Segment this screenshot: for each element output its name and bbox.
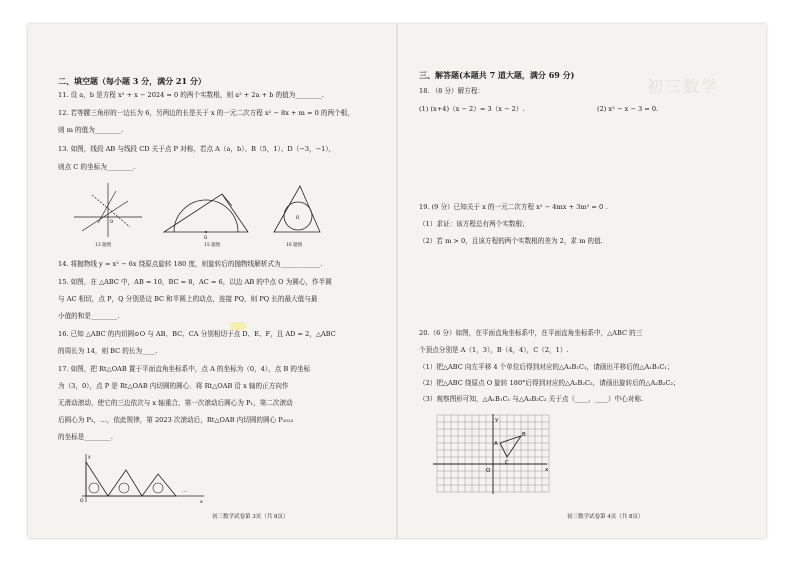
question-17-line-4: 后圆心为 P₂，…，依此规律，第 2023 次滚动后，Rt△OAB 内切圆的圆心 P₂₀₂₃ [58,416,294,424]
question-18-part-2: (2) x² − x − 3 = 0. [597,105,659,113]
question-19-line-1: 19. (9 分）已知关于 x 的一元二次方程 x² − 4mx + 3m² = 0 . [419,203,608,211]
y-axis-label: y [495,417,499,423]
page-4-footer: 初三数学试卷第 4页（共 8页） [567,514,644,520]
figure-17 [72,450,212,506]
question-16-line-2: 的周长为 14，则 BC 的长为____. [58,347,158,355]
question-17-line-5: 的坐标是________. [58,433,113,441]
bleed-through-text: 初三数学 [647,77,720,96]
svg-text:O: O [110,219,114,224]
question-20-line-3: （1）把△ABC 向左平移 4 个单位后得到对应的△A₁B₁C₁，请画出平移后的△A₁B₁C₁； [419,363,674,371]
fill-in-section-title: 二、填空题（每小题 3 分，满分 21 分） [58,76,206,86]
figure-16-caption: 16 题图 [286,243,303,248]
svg-text:O: O [204,235,208,240]
question-12-line-1: 12. 若等腰三角形的一边长为 6，另两边的长是关于 x 的一元二次方程 x² − 8x + m = 0 的两个根， [58,109,354,117]
point-c-label: C [505,460,509,466]
question-16-line-1: 16. 已知 △ABC 的内切圆⊙O 与 AB、BC、CA 分别相切于点 D、E、F，且 AD = 2，△ABC [58,330,336,338]
question-20-line-5: （3）观察图形可知，△A₁B₁C₁ 与△A₂B₂C₂ 关于点（____，____）中心对称. [419,395,644,403]
question-20-line-4: （2）把△ABC 绕原点 O 旋转 180°后得到对应的△A₂B₂C₂，请画出旋转后的△A₂B₂C₂； [419,379,680,387]
question-18-title: 18. （8 分）解方程： [419,87,485,95]
question-20-line-2: 个顶点分别是 A（1，3），B（4，4），C（2，1）. [419,346,569,354]
question-19-line-2: （1）求证：该方程总有两个实数根； [419,220,529,228]
question-15-line-2: 与 AC 相切，点 P，Q 分别是边 BC 和半圆上的动点，连接 PQ，则 PQ 长的最大值与最 [58,295,318,303]
question-20-line-1: 20.（6 分）如图，在平面直角坐标系中，在平面直角坐标系中，△ABC 的三 [419,329,643,337]
question-17-line-2: 为（3，0），点 P 是 Rt△OAB 内切圆的圆心．将 Rt△OAB 沿 x 轴的正方向作 [58,382,289,390]
page-3 [28,24,397,538]
point-b-label: B [522,432,526,438]
question-18-part-1: (1) (x+4)（x − 2）= 3（x − 2）. [419,105,525,113]
figure-15 [156,182,256,242]
answer-section-title: 三、解答题(本题共 7 道大题，满分 69 分) [419,70,575,80]
question-17-line-3: 无滑动滚动，使它的三边依次与 x 轴重合，第一次滚动后圆心为 P₁，第二次滚动 [58,399,293,407]
question-12-line-2: 则 m 的值为________. [58,126,124,134]
question-14: 14. 将抛物线 y = x² − 6x 绕原点旋转 180 度，则旋转后的抛物线解析式为____________. [58,260,323,268]
page-3-footer: 初三数学试卷第 3页（共 8页） [212,514,289,520]
question-13-line-2: 则点 C 的坐标为________. [58,163,136,171]
question-15-line-1: 15. 如图，在 △ABC 中，AB = 10，BC = 8，AC = 6，以边 AB 的中点 O 为圆心，作半圆 [58,278,332,286]
svg-text:O: O [296,215,300,220]
svg-text:y: y [88,455,91,460]
question-15-line-3: 小值的和是________. [58,312,120,320]
page-4 [397,24,766,538]
x-axis-label: x [545,467,549,473]
svg-text:x: x [200,500,203,505]
figure-13 [68,179,148,241]
question-13-line-1: 13. 如图，线段 AB 与线段 CD 关于点 P 对称，若点 A（a，b）、B（5，1）、D（−3，−1）， [58,145,336,153]
figure-13-caption: 13 题图 [95,243,112,248]
point-a-label: A [494,441,498,447]
exam-sheet [28,24,766,538]
triangle-abc [500,436,521,457]
origin-label: O [486,468,491,474]
svg-text:…: … [182,488,187,494]
svg-text:O: O [80,499,84,504]
figure-16 [266,180,326,242]
figure-15-caption: 15 题图 [204,243,221,248]
question-19-line-3: （2）若 m > 0，且该方程的两个实数根的差为 2，求 m 的值. [419,237,603,245]
question-17-line-1: 17. 如图，把 Rt△OAB 置于平面直角坐标系中，点 A 的坐标为（0，4），点 B 的坐标 [58,365,311,373]
coordinate-grid [431,412,553,498]
question-11: 11. 设 a，b 是方程 x² + x − 2024 = 0 的两个实数根，则 a² + 2a + b 的值为________. [58,91,324,99]
